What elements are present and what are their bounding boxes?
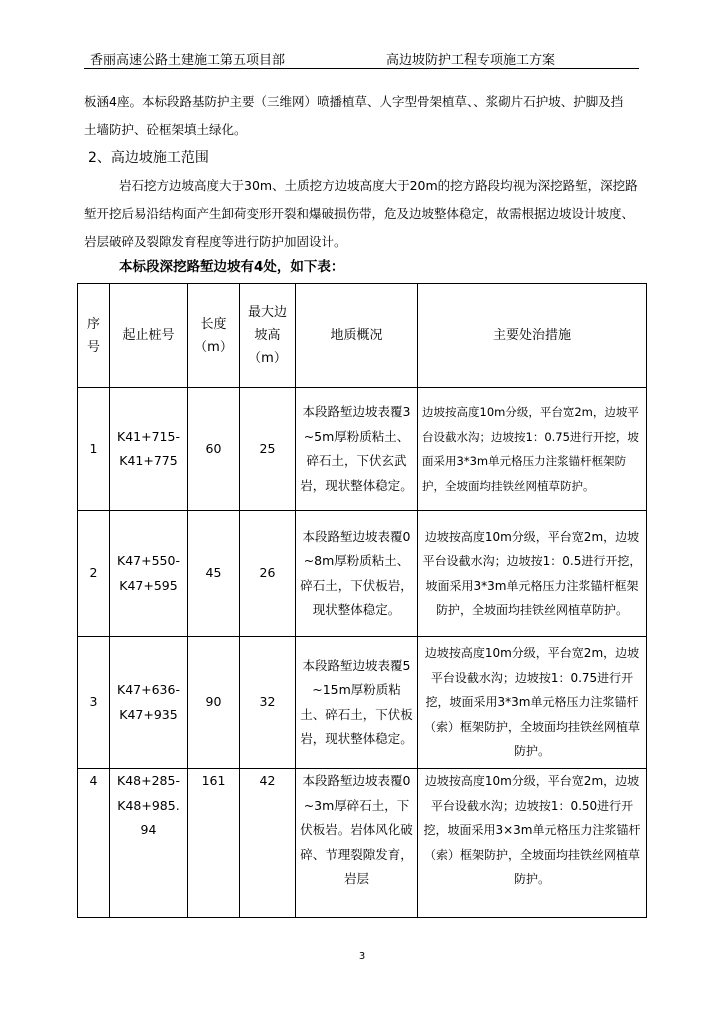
cell-height: 26: [240, 511, 296, 637]
cell-height: 42: [240, 769, 296, 918]
cell-no: 1: [78, 388, 110, 511]
cell-no: 2: [78, 511, 110, 637]
paragraph-line: 岩层破碎及裂隙发育程度等进行防护加固设计。: [84, 234, 347, 249]
paragraph-line: 板涵4座。本标段路基防护主要（三维网）喷播植草、人字型骨架植草、、浆砌片石护坡、护脚及挡: [84, 94, 624, 109]
header-document-title: 高边坡防护工程专项施工方案: [386, 53, 556, 68]
cell-station: K47+636-K47+935: [110, 637, 188, 769]
page-number: 3: [358, 951, 366, 962]
header-project-name: 香丽高速公路土建施工第五项目部: [90, 53, 286, 68]
table-row: [78, 637, 647, 769]
table-row: [78, 388, 647, 511]
cell-measures: 边坡按高度10m分级，平台宽2m，边坡平台设截水沟；边坡按1：0.5进行开挖，坡面采用3*3m单元格压力注浆锚杆框架防护，全坡面均挂铁丝网植草防护。: [418, 511, 647, 637]
table-caption: 本标段深挖路堑边坡有4处，如下表：: [119, 259, 345, 275]
cell-measures: 边坡按高度10m分级，平台宽2m，边坡平台设截水沟；边坡按1：0.50进行开挖，坡面采用3×3m单元格压力注浆锚杆（索）框架防护，全坡面均挂铁丝网植草防护。: [418, 769, 647, 918]
cell-measures: 边坡按高度10m分级，平台宽2m，边坡平台设截水沟；边坡按1：0.75进行开挖，坡面采用3*3m单元格压力注浆锚杆（索）框架防护，全坡面均挂铁丝网植草防护。: [418, 637, 647, 769]
cell-length: 60: [188, 388, 240, 511]
header-station: 起止桩号: [110, 284, 188, 388]
cell-no: 3: [78, 637, 110, 769]
table-row: [78, 769, 647, 918]
cell-geology: 本段路堑边坡表覆3~5m厚粉质粘土、碎石土，下伏玄武岩，现状整体稳定。: [296, 388, 418, 511]
cell-length: 90: [188, 637, 240, 769]
cell-geology: 本段路堑边坡表覆0~8m厚粉质粘土、碎石土，下伏板岩，现状整体稳定。: [296, 511, 418, 637]
cell-geology: 本段路堑边坡表覆0~3m厚碎石土，下伏板岩。岩体风化破碎、节理裂隙发育，岩层: [296, 769, 418, 918]
paragraph-line: 堑开挖后易沿结构面产生卸荷变形开裂和爆破损伤带，危及边坡整体稳定，故需根据边坡设计坡度、: [84, 206, 635, 221]
cell-no: 4: [78, 769, 110, 918]
paragraph-line: 土墙防护、砼框架填土绿化。: [84, 122, 247, 137]
cell-station: K48+285-K48+985.94: [110, 769, 188, 918]
header-height: 最大边坡高（m）: [240, 284, 296, 388]
table-row: [78, 511, 647, 637]
slope-table: [77, 283, 647, 918]
cell-measures: 边坡按高度10m分级，平台宽2m，边坡平台设截水沟；边坡按1：0.75进行开挖，坡面采用3*3m单元格压力注浆锚杆框架防护，全坡面均挂铁丝网植草防护。: [418, 388, 647, 511]
cell-station: K47+550-K47+595: [110, 511, 188, 637]
cell-geology: 本段路堑边坡表覆5~15m厚粉质粘土、碎石土，下伏板岩，现状整体稳定。: [296, 637, 418, 769]
cell-length: 45: [188, 511, 240, 637]
cell-station: K41+715-K41+775: [110, 388, 188, 511]
table-header-row: [78, 284, 647, 388]
cell-height: 32: [240, 637, 296, 769]
header-geology: 地质概况: [296, 284, 418, 388]
header-length: 长度（m）: [188, 284, 240, 388]
header-measures: 主要处治措施: [418, 284, 647, 388]
section-title: 2、高边坡施工范围: [88, 150, 209, 166]
page-header: [84, 42, 639, 69]
paragraph-line: 岩石挖方边坡高度大于30m、土质挖方边坡高度大于20m的挖方路段均视为深挖路堑，深挖路: [119, 178, 638, 193]
cell-height: 25: [240, 388, 296, 511]
header-no: 序号: [78, 284, 110, 388]
cell-length: 161: [188, 769, 240, 918]
